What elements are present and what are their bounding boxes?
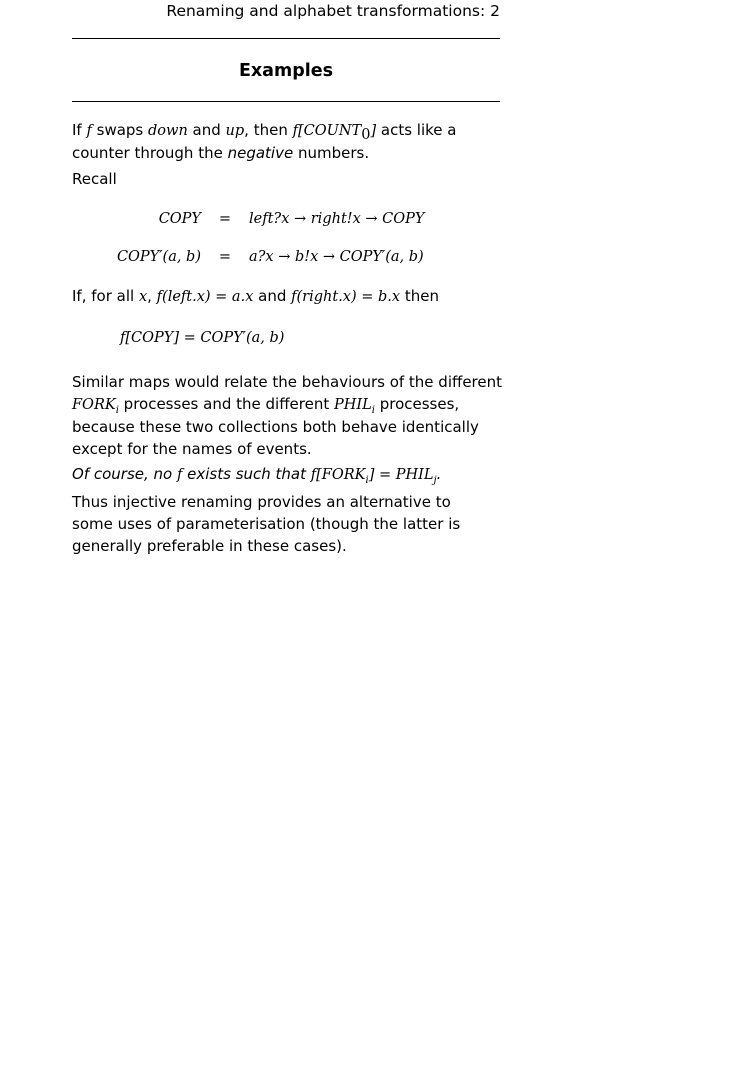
math-f-count: $f[COUNT_0]$	[292, 123, 377, 143]
math-left-map: f(left.x) = a.x	[156, 289, 254, 305]
math-f: f	[86, 123, 92, 139]
text-span: .	[436, 465, 442, 483]
text-span: Similar maps would relate the behaviours of the different	[72, 373, 503, 391]
equation-copy-prime	[72, 245, 500, 269]
text-span: If	[72, 121, 87, 139]
text-span: swaps	[91, 121, 149, 139]
paragraph-injective: Thus injective renaming provides an alternative to some uses of parameterisation (though the latter is generally preferable in these cases).	[72, 493, 461, 555]
equation-relation: =	[218, 249, 232, 265]
paragraph-of-course	[72, 463, 502, 486]
bottom-rule	[72, 101, 500, 102]
equation-rhs: a?x → b!x → COPY′(a, b)	[249, 249, 424, 265]
text-span: exists such that	[182, 465, 311, 483]
text-span: numbers.	[293, 144, 370, 162]
math-phil: $PHIL_i$	[333, 397, 375, 416]
text-span: and	[187, 121, 226, 139]
text-span: ,	[147, 287, 157, 305]
equation-text: f[COPY] = COPY′(a, b)	[120, 330, 285, 346]
math-x: x	[138, 289, 148, 305]
display-equation	[120, 325, 548, 349]
top-rule	[72, 38, 500, 39]
paragraph-condition	[72, 285, 502, 308]
paragraph-counter	[72, 119, 502, 164]
equation-relation: =	[218, 211, 232, 227]
equation-copy	[72, 207, 500, 231]
section-title: Examples	[238, 61, 334, 81]
equation-lhs: COPY′(a, b)	[116, 249, 201, 265]
math-f: f	[177, 467, 183, 483]
running-header: Renaming and alphabet transformations: 2	[166, 2, 500, 20]
text-span: then	[400, 287, 439, 305]
recall-label: Recall	[72, 170, 117, 188]
text-span: acts like a counter through the	[72, 121, 457, 162]
text-span: If, for all	[72, 287, 139, 305]
math-fork-phil: $f[FORK_i]$ = $PHIL_j$	[310, 467, 437, 486]
math-fork: $FORK_i$	[72, 397, 119, 416]
emphasis-negative: negative	[227, 144, 294, 162]
text-span: processes, because these two collections both behave identically except for the names of events.	[72, 395, 479, 458]
math-up: up	[225, 123, 245, 139]
text-span: processes and the different	[118, 395, 334, 413]
equation-rhs: left?x → right!x → COPY	[249, 211, 425, 227]
math-right-map: f(right.x) = b.x	[291, 289, 401, 305]
paragraph-similar-maps	[72, 371, 502, 460]
equation-lhs: COPY	[158, 211, 201, 227]
text-span: Of course, no	[72, 465, 177, 483]
math-down: down	[148, 123, 188, 139]
text-span: , then	[244, 121, 293, 139]
text-span: and	[253, 287, 292, 305]
